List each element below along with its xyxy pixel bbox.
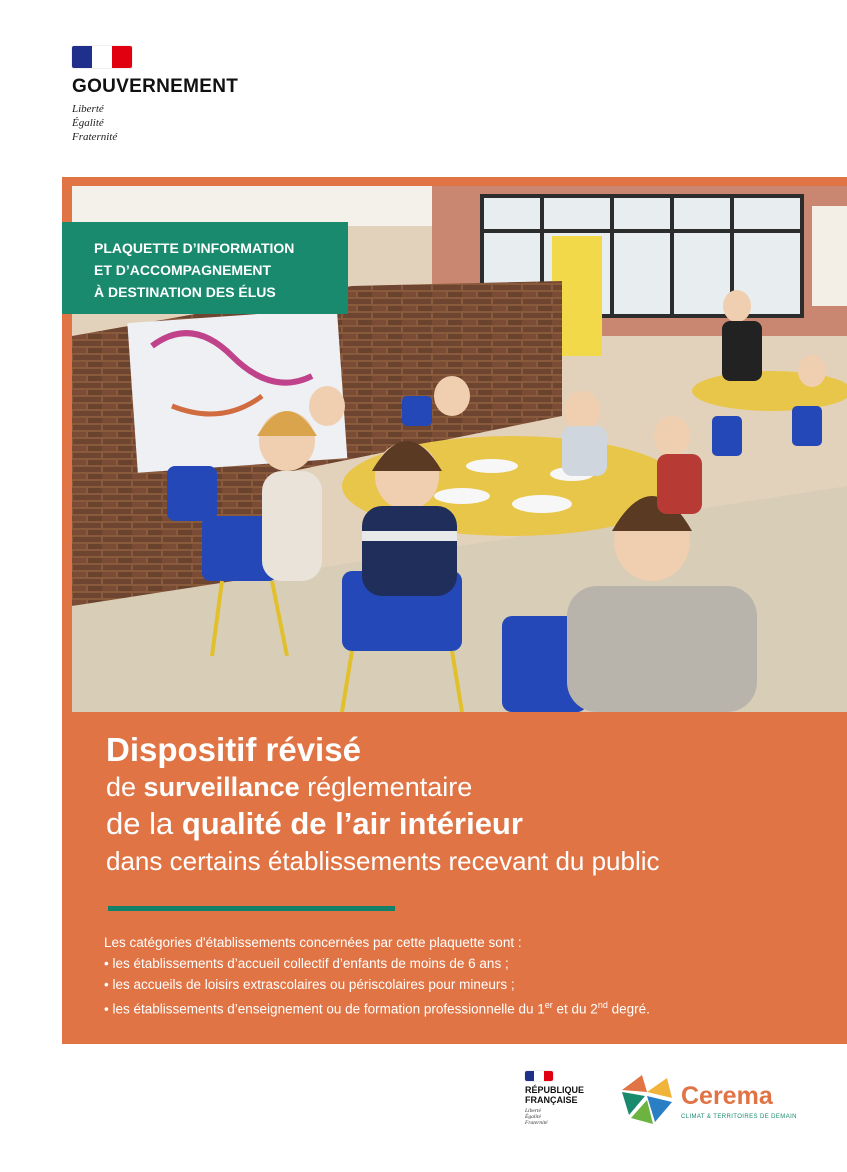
list-item: • les établissements d’enseignement ou de formation professionnelle du 1er et du 2nd degré.	[104, 1000, 650, 1017]
cerema-tagline: CLIMAT & TERRITOIRES DE DEMAIN	[681, 1114, 797, 1120]
marianne-flag-icon	[525, 1071, 553, 1081]
title-line-3: de la qualité de l’air intérieur	[106, 806, 523, 841]
title-line-4: dans certains établissements recevant du public	[106, 846, 660, 876]
description	[104, 932, 824, 1020]
title-divider	[108, 906, 395, 911]
government-logo	[72, 46, 238, 144]
gov-name: GOUVERNEMENT	[72, 76, 239, 97]
page-title	[106, 730, 836, 878]
cerema-logo	[617, 1070, 807, 1130]
cerema-name: Cerema	[681, 1082, 773, 1110]
gov-motto: Liberté Égalité Fraternité	[72, 103, 118, 143]
marianne-flag-icon	[72, 46, 132, 68]
republique-francaise-logo	[525, 1071, 584, 1126]
info-banner	[62, 222, 348, 314]
banner-line: À DESTINATION DES ÉLUS	[94, 284, 276, 300]
rf-name-line: RÉPUBLIQUE	[525, 1085, 585, 1095]
title-line-2: de surveillance réglementaire	[106, 772, 473, 802]
banner-line: PLAQUETTE D’INFORMATION	[94, 240, 295, 256]
cerema-emblem-icon	[617, 1070, 677, 1126]
rf-name-line: FRANÇAISE	[525, 1095, 578, 1105]
rf-motto: Liberté Égalité Fraternité	[525, 1108, 548, 1126]
title-line-1: Dispositif révisé	[106, 731, 361, 768]
list-item: • les accueils de loisirs extrascolaires ou périscolaires pour mineurs ;	[104, 977, 515, 992]
banner-line: ET D’ACCOMPAGNEMENT	[94, 262, 272, 278]
description-intro: Les catégories d'établissements concernées par cette plaquette sont :	[104, 935, 522, 950]
list-item: • les établissements d’accueil collectif d’enfants de moins de 6 ans ;	[104, 956, 509, 971]
